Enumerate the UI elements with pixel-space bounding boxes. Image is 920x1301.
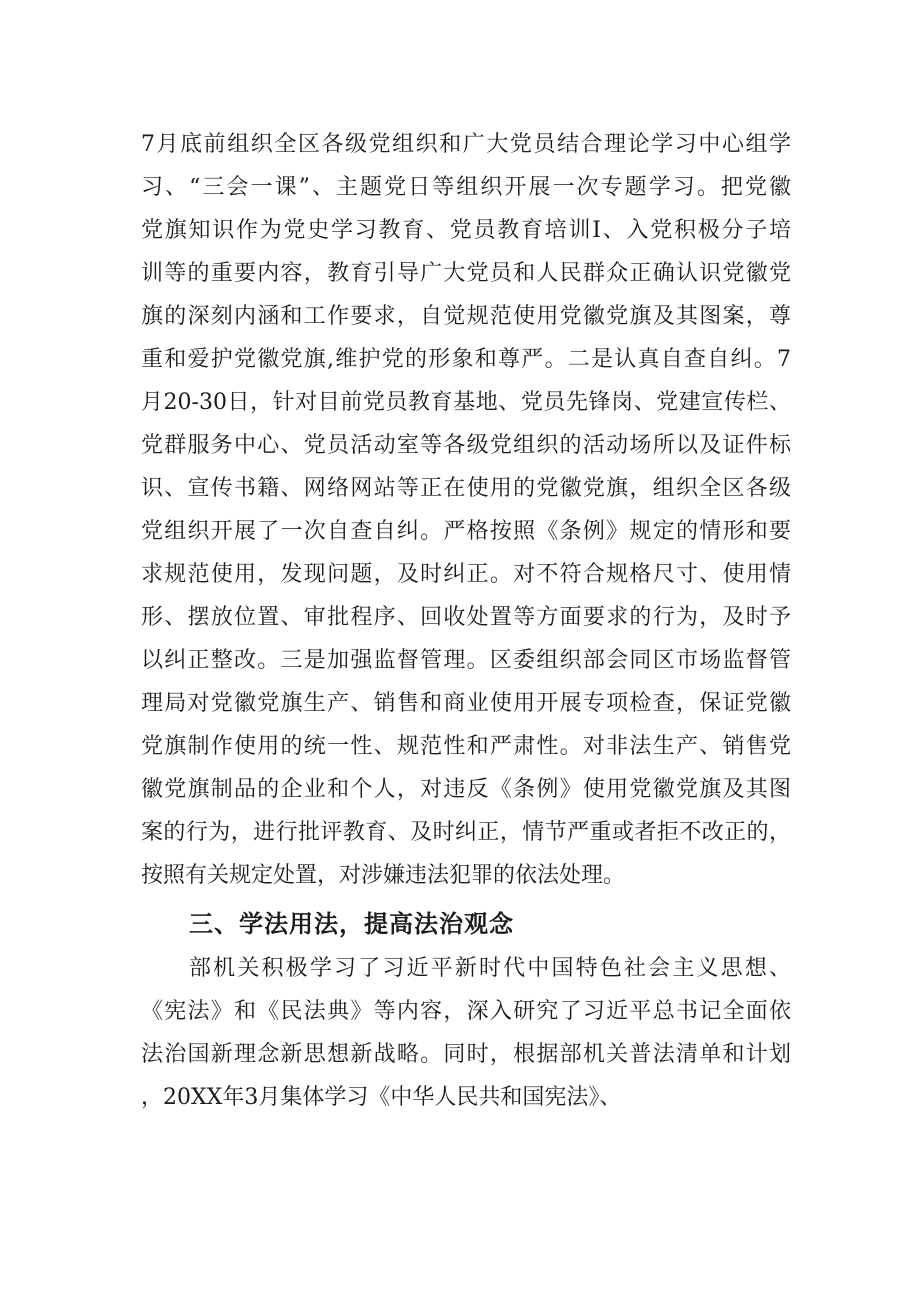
paragraph-line: 党组织开展了一次自查自纠。严格按照《条例》规定的情形和要 <box>141 519 791 544</box>
paragraph-line: 旗的深刻内涵和工作要求，自觉规范使用党徽党旗及其图案，尊 <box>141 304 791 329</box>
paragraph-line: ，20XX年3月集体学习《中华人民共和国宪法》、 <box>141 1085 622 1110</box>
paragraph-line: 案的行为，进行批评教育、及时纠正，情节严重或者拒不改正的， <box>141 820 791 845</box>
paragraph-line: 习、“三会一课”、主题党日等组织开展一次专题学习。把党徽 <box>141 175 791 200</box>
paragraph-line: 识、宣传书籍、网络网站等正在使用的党徽党旗，组织全区各级 <box>141 476 791 501</box>
paragraph-line: 法治国新理念新思想新战略。同时，根据部机关普法清单和计划 <box>141 1042 791 1067</box>
paragraph-line: 重和爱护党徽党旗,维护党的形象和尊严。二是认真自查自纠。7 <box>141 347 791 372</box>
paragraph-line: 7月底前组织全区各级党组织和广大党员结合理论学习中心组学 <box>141 132 791 157</box>
paragraph-line: 理局对党徽党旗生产、销售和商业使用开展专项检查，保证党徽 <box>141 691 791 716</box>
paragraph-line: 部机关积极学习了习近平新时代中国特色社会主义思想、 <box>189 956 791 981</box>
paragraph-line: 《宪法》和《民法典》等内容，深入研究了习近平总书记全面依 <box>141 999 791 1024</box>
paragraph-line: 徽党旗制品的企业和个人，对违反《条例》使用党徽党旗及其图 <box>141 777 791 802</box>
paragraph-line: 月20-30日，针对目前党员教育基地、党员先锋岗、党建宣传栏、 <box>141 390 791 415</box>
section-heading: 三、学法用法，提高法治观念 <box>189 910 514 938</box>
paragraph-line: 训等的重要内容，教育引导广大党员和人民群众正确认识党徽党 <box>141 261 791 286</box>
paragraph-line: 党旗知识作为党史学习教育、党员教育培训I、入党积极分子培 <box>141 218 791 243</box>
paragraph-line: 形、摆放位置、审批程序、回收处置等方面要求的行为，及时予 <box>141 605 791 630</box>
paragraph-line: 求规范使用，发现问题，及时纠正。对不符合规格尺寸、使用情 <box>141 562 791 587</box>
paragraph-line: 以纠正整改。三是加强监督管理。区委组织部会同区市场监督管 <box>141 648 791 673</box>
paragraph-line: 党旗制作使用的统一性、规范性和严肃性。对非法生产、销售党 <box>141 734 791 759</box>
paragraph-line: 按照有关规定处置，对涉嫌违法犯罪的依法处理。 <box>141 863 626 888</box>
paragraph-line: 党群服务中心、党员活动室等各级党组织的活动场所以及证件标 <box>141 433 791 458</box>
